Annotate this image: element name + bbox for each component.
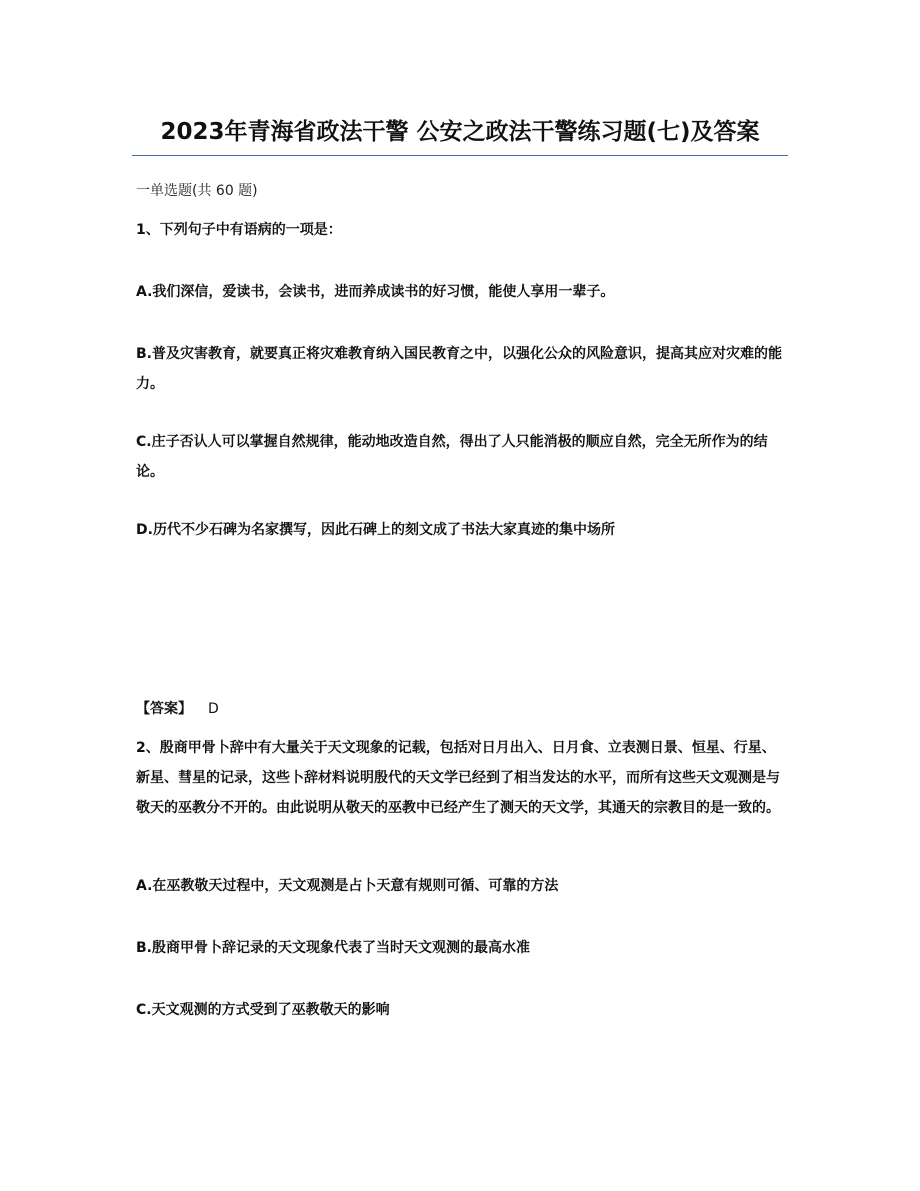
question-1-option-c: C.庄子否认人可以掌握自然规律，能动地改造自然，得出了人只能消极的顺应自然，完全无所作为的结论。 [136, 434, 768, 480]
question-2-option-a: A.在巫教敬天过程中，天文观测是占卜天意有规则可循、可靠的方法 [136, 878, 559, 894]
question-1-option-d: D.历代不少石碑为名家撰写，因此石碑上的刻文成了书法大家真迹的集中场所 [136, 522, 615, 538]
question-1-stem: 1、下列句子中有语病的一项是： [136, 222, 342, 238]
question-1-option-a: A.我们深信，爱读书，会读书，进而养成读书的好习惯，能使人享用一辈子。 [136, 284, 615, 300]
answer-value: D [208, 701, 219, 717]
section-heading: 一单选题(共 60 题) [136, 183, 258, 199]
page-title: 2023年青海省政法干警 公安之政法干警练习题(七)及答案 [160, 119, 760, 145]
question-1-answer [136, 697, 219, 721]
answer-label: 【答案】 [136, 701, 192, 717]
question-1-option-b: B.普及灾害教育，就要真正将灾难教育纳入国民教育之中，以强化公众的风险意识，提高其应对灾难的能力。 [136, 346, 782, 392]
question-2-option-b: B.殷商甲骨卜辞记录的天文现象代表了当时天文观测的最高水准 [136, 940, 530, 956]
question-2-stem: 2、殷商甲骨卜辞中有大量关于天文现象的记载，包括对日月出入、日月食、立表测日景、恒星、行星、新星、彗星的记录，这些卜辞材料说明殷代的天文学已经到了相当发达的水平，而所有这些天文观测是与敬天的巫教分不开的。由此说明从敬天的巫教中已经产生了测天的天文学，其通天的宗教目的是一致的。 [136, 740, 780, 816]
title-divider [132, 155, 788, 156]
question-2-option-c: C.天文观测的方式受到了巫教敬天的影响 [136, 1002, 390, 1018]
